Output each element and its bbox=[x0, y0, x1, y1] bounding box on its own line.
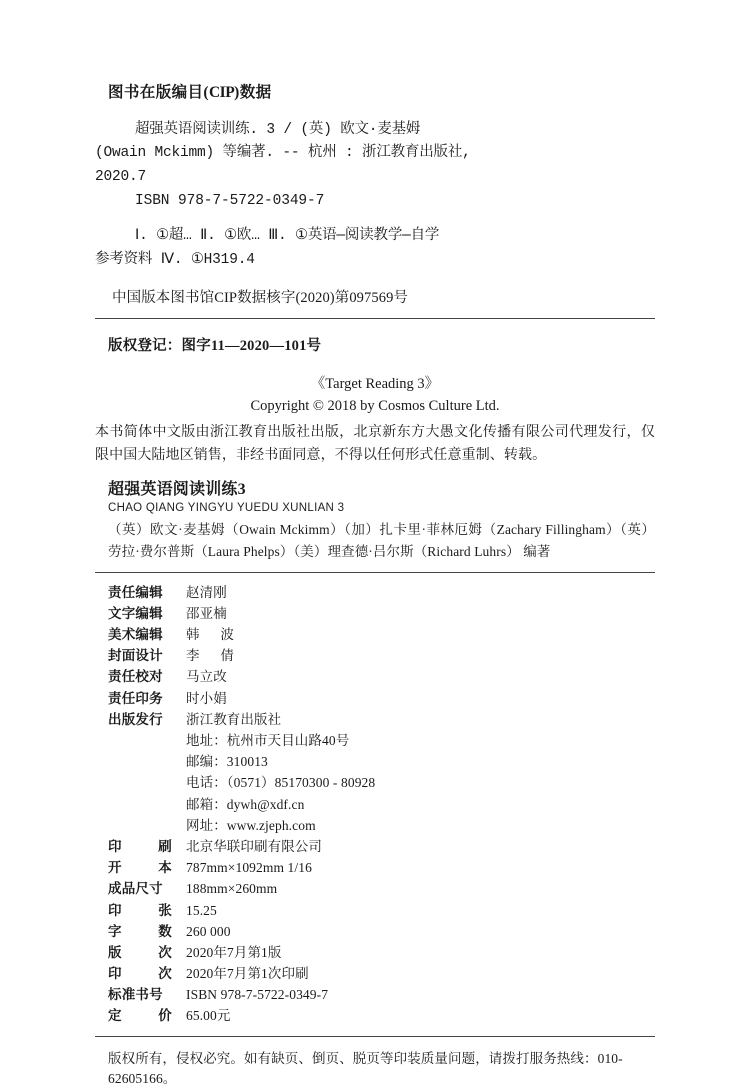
table-row-website bbox=[108, 815, 655, 836]
cip-heading-suffix: )数据 bbox=[234, 84, 272, 101]
credit-value bbox=[174, 624, 655, 645]
table-row bbox=[108, 603, 655, 624]
cip-heading-abbrev: CIP bbox=[208, 84, 235, 101]
table-row bbox=[108, 582, 655, 603]
spec-label: 印 刷 bbox=[108, 838, 172, 854]
spec-label: 字 数 bbox=[108, 923, 172, 939]
spec-value: 787mm×1092mm 1/16 bbox=[186, 860, 312, 876]
footer-notice: 版权所有，侵权必究。如有缺页、倒页、脱页等印装质量问题，请拨打服务热线：010-62605166。 bbox=[108, 1050, 623, 1086]
cip-heading-prefix: 图书在版编目( bbox=[108, 84, 209, 101]
spec-label: 版 次 bbox=[108, 944, 172, 960]
credit-value: 赵清刚 bbox=[186, 584, 227, 600]
credit-label: 责任编辑 bbox=[108, 584, 163, 600]
spec-value: 2020年7月第1版 bbox=[186, 944, 282, 960]
cip-verification-number: 中国版本图书馆CIP数据核字(2020)第097569号 bbox=[112, 290, 409, 307]
table-row bbox=[108, 857, 655, 878]
credit-value: 时小娟 bbox=[186, 690, 227, 706]
table-row bbox=[108, 1005, 655, 1026]
spec-label: 定 价 bbox=[108, 1008, 172, 1024]
credit-label: 封面设计 bbox=[108, 648, 163, 664]
cip-classification-line-2: 参考资料 Ⅳ. ①H319.4 bbox=[95, 251, 255, 268]
table-row bbox=[108, 836, 655, 857]
spec-value: 188mm×260mm bbox=[186, 881, 278, 897]
table-row-phone bbox=[108, 772, 655, 793]
publisher-address: 地址：杭州市天目山路40号 bbox=[186, 733, 350, 749]
spec-label: 标准书号 bbox=[108, 987, 163, 1003]
table-row bbox=[108, 921, 655, 942]
license-statement: 本书简体中文版由浙江教育出版社出版，北京新东方大愚文化传播有限公司代理发行，仅限中国大陆地区销售，非经书面同意，不得以任何形式任意重制、转载。 bbox=[95, 425, 655, 463]
credit-value: 邵亚楠 bbox=[186, 605, 227, 621]
original-title: 《Target Reading 3》 bbox=[310, 376, 440, 393]
original-copyright: Copyright © 2018 by Cosmos Culture Ltd. bbox=[250, 398, 500, 415]
spec-label: 印 次 bbox=[108, 966, 172, 982]
spec-value: 260 000 bbox=[186, 923, 231, 939]
spec-value: 北京华联印刷有限公司 bbox=[186, 838, 322, 854]
cip-record-line-3: 2020.7 bbox=[95, 168, 147, 185]
publisher-postcode: 邮编：310013 bbox=[186, 754, 268, 770]
credit-label-publisher: 出版发行 bbox=[108, 711, 163, 727]
cip-section bbox=[95, 0, 655, 467]
table-row bbox=[108, 666, 655, 687]
table-row bbox=[108, 878, 655, 899]
spec-label: 开 本 bbox=[108, 860, 172, 876]
publisher-email: 邮箱：dywh@xdf.cn bbox=[186, 796, 305, 812]
table-row bbox=[108, 688, 655, 709]
table-row-publisher bbox=[108, 709, 655, 730]
book-title-chinese: 超强英语阅读训练3 bbox=[108, 481, 246, 498]
divider-colophon-bottom bbox=[95, 1036, 655, 1037]
table-row bbox=[108, 963, 655, 984]
credits-rows bbox=[108, 582, 655, 709]
table-row-address bbox=[108, 730, 655, 751]
cip-record bbox=[95, 119, 655, 189]
credit-label: 美术编辑 bbox=[108, 627, 163, 643]
book-title-pinyin: CHAO QIANG YINGYU YUEDU XUNLIAN 3 bbox=[108, 502, 345, 514]
author-list: （英）欧文·麦基姆（Owain Mckimm）（加）扎卡里·菲林厄姆（Zachary Fillingham）（英）劳拉·费尔普斯（Laura Phelps）（美）理查德·吕尔斯（Richard Luhrs） 编著 bbox=[108, 522, 655, 559]
spec-label: 印 张 bbox=[108, 902, 172, 918]
credit-value-text: 李 倩 bbox=[186, 648, 234, 664]
spec-label: 成品尺寸 bbox=[108, 881, 163, 897]
credits-table bbox=[95, 582, 655, 1027]
credit-label: 责任印务 bbox=[108, 690, 163, 706]
table-row-postcode bbox=[108, 751, 655, 772]
spec-value: 15.25 bbox=[186, 902, 217, 918]
colophon-section bbox=[95, 476, 655, 1087]
table-row bbox=[108, 984, 655, 1005]
divider-colophon-top bbox=[95, 572, 655, 573]
cip-record-line-1: 超强英语阅读训练. 3 / (英) 欧文·麦基姆 bbox=[135, 122, 421, 138]
spec-value: 65.00元 bbox=[186, 1008, 231, 1024]
cip-isbn: ISBN 978-7-5722-0349-7 bbox=[135, 193, 325, 210]
credit-value bbox=[174, 645, 655, 666]
cip-classification-line-1: Ⅰ. ①超… Ⅱ. ①欧… Ⅲ. ①英语—阅读教学—自学 bbox=[135, 228, 440, 245]
cip-heading bbox=[95, 80, 655, 102]
credit-value: 马立改 bbox=[186, 669, 227, 685]
table-row bbox=[108, 900, 655, 921]
table-row-email bbox=[108, 794, 655, 815]
publisher-website: 网址：www.zjeph.com bbox=[186, 817, 316, 833]
credit-value-text: 韩 波 bbox=[186, 627, 234, 643]
copyright-registration: 版权登记：图字11—2020—101号 bbox=[108, 338, 322, 355]
cip-classification bbox=[95, 225, 655, 272]
spec-value: ISBN 978-7-5722-0349-7 bbox=[186, 987, 329, 1003]
table-row bbox=[108, 645, 655, 666]
credit-value-publisher: 浙江教育出版社 bbox=[186, 711, 282, 727]
credit-label: 文字编辑 bbox=[108, 605, 163, 621]
specs-rows bbox=[108, 836, 655, 1027]
table-row bbox=[108, 624, 655, 645]
divider-top bbox=[95, 318, 655, 319]
credit-label: 责任校对 bbox=[108, 669, 163, 685]
table-row bbox=[108, 942, 655, 963]
spec-value: 2020年7月第1次印刷 bbox=[186, 966, 309, 982]
publisher-phone: 电话：（0571）85170300 - 80928 bbox=[186, 775, 376, 791]
cip-record-line-2: (Owain Mckimm) 等编著. -- 杭州 : 浙江教育出版社, bbox=[95, 145, 471, 162]
